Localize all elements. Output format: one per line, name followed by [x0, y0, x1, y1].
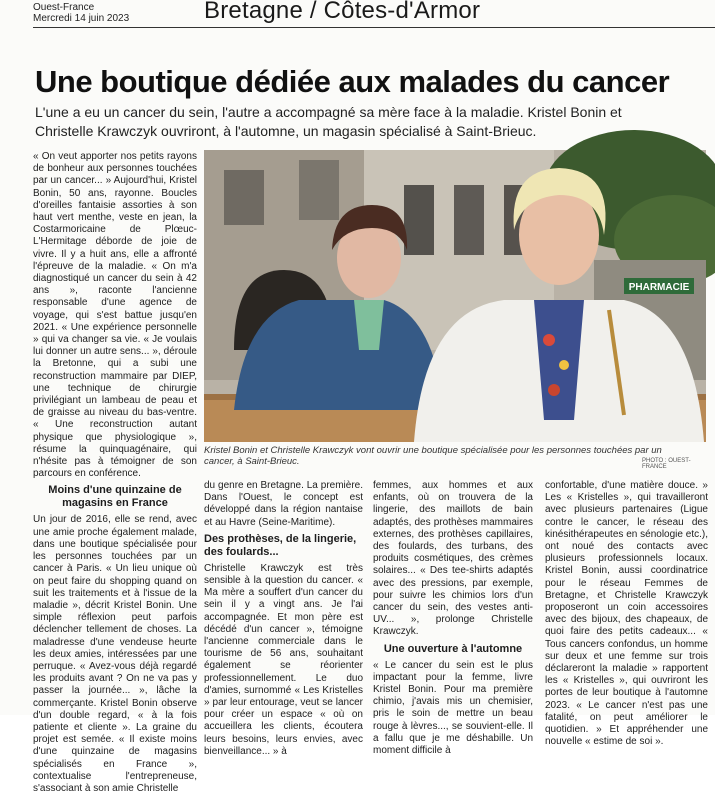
article-standfirst: L'une a eu un cancer du sein, l'autre a accompagné sa mère face à la maladie. Kristel Bonin et Christelle Krawczyk ouvriront, à l'automne, un magasin spécialisé à Saint-Brieuc.	[35, 104, 622, 139]
column-2-paragraph-1: du genre en Bretagne. La première. Dans l'Ouest, le concept est développé dans la région nantaise et au Havre (Seine-Maritime).	[204, 480, 363, 528]
article-column-1	[33, 151, 197, 794]
article-column-2	[204, 480, 363, 757]
column-1-subhead: Moins d'une quinzaine de magasins en France	[48, 484, 182, 510]
paper-name: Ouest-France	[33, 2, 95, 13]
column-3-subhead: Une ouverture à l'automne	[383, 642, 523, 655]
column-2-paragraph-2: Christelle Krawczyk est très sensible à la question du cancer. « Ma mère a souffert d'un cancer du sein il y a vingt ans. Je l'ai accompagnée. Et mon père est décédé d'un cancer », témoigne l'ancienne commerciale dans le tourisme de 56 ans, souhaitant également se réorienter professionnellement. Le duo d'amies, surnommé « Les Kristelles » par leur entourage, veut se lancer pour créer un espace « où on accueillera les clients, écoutera leurs besoins, leurs envies, avec bienveillance... » à	[204, 562, 363, 757]
issue-date: Mercredi 14 juin 2023	[33, 13, 130, 24]
column-2-subhead: Des prothèses, de la lingerie, des foulards...	[204, 532, 357, 558]
photo-caption: Kristel Bonin et Christelle Krawczyk vont ouvrir une boutique spécialisée pour les personnes touchées par un cancer, à Saint-Brieuc.	[204, 445, 662, 467]
column-4-paragraph-1: confortable, d'une matière douce. » Les « Kristelles », qui travailleront avec plusieurs partenaires (Ligue contre le cancer, le réseau des kinésithérapeutes en sénologie etc.), ont noué des contacts avec plusieurs professionnels locaux. Kristel Bonin, aussi coordinatrice pour le réseau Femmes de Bretagne, et Christelle Krawczyk proposeront un coin accessoires avec des bijoux, des chapeaux, de quoi faire des petits cadeaux... « Tous cancers confondus, un homme sur deux et une femme sur trois déclareront la maladie » rapportent les « Kristelles », qui ouvriront les portes de leur boutique à l'automne 2023. « Le cancer n'est pas une fatalité, on peut améliorer le quotidien. » Et appréhender une nouvelle « estime de soi ».	[545, 480, 708, 748]
photo-illustration	[204, 150, 706, 442]
pharmacy-sign: PHARMACIE	[628, 282, 690, 293]
header-rule	[33, 27, 715, 28]
column-1-paragraph-1: « On veut apporter nos petits rayons de bonheur aux personnes touchées par un cancer... » Aujourd'hui, Kristel Bonin, 50 ans, rayonne. Boucles d'oreilles fantaisie assorties à son haut vert menthe, veste en jean, la Costarmoricaine de Plœuc-L'Hermitage déborde de joie de vivre. Il y a huit ans, elle a affronté l'épreuve de la maladie. « On m'a diagnostiqué un cancer du sein à 42 ans », raconte l'ancienne responsable d'une agence de voyage, qui s'est battue jusqu'en 2021. « Une expérience personnelle » qui va changer sa vie. « Je voulais lui donner un autre sens... », déroule la Bretonne, qui a subi une reconstruction mammaire par DIEP, une technique de chirurgie privilégiant un lambeau de peau et de graisse au niveau du bas-ventre. « Une reconstruction autant physique que physiologique », résume la quinquagénaire, qui n'hésite pas à témoigner de son parcours en conférence.	[33, 151, 197, 480]
masthead-info	[33, 2, 129, 24]
article-column-4	[545, 480, 708, 748]
column-1-paragraph-2: Un jour de 2016, elle se rend, avec une amie proche également malade, dans une boutique spécialisée pour les personnes touchées par un cancer à Paris. « Un lieu unique où on peut faire du shopping quand on suit les traitements et à l'issue de la maladie », décrit Kristel Bonin. Une simple réflexion peut parfois déclencher tellement de choses. La maladresse d'une vendeuse heurte les deux amies, intéressées par une perruque. « Avez-vous déjà regardé les produits avant ? On ne va pas y passer la journée... », lâche la commerçante. Kristel Bonin observe d'un double regard, « à la fois patiente et cliente ». La graine du projet est semée. « Il existe moins d'une quinzaine de magasins spécialisés en France », contextualise l'entrepreneuse, s'associant à son amie Christelle	[33, 514, 197, 794]
column-3-paragraph-1: femmes, aux hommes et aux enfants, où on trouvera de la lingerie, des maillots de bain adaptés, des prothèses mammaires externes, des prothèses capillaires, des foulards, des turbans, des produits cosmétiques, des crèmes solaires... « Des tee-shirts adaptés avec des pressions, par exemple, pour suivre les chimios lors d'un cancer du sein, des vestes anti-UV... », prolonge Christelle Krawczyk.	[373, 480, 533, 638]
article-column-3	[373, 480, 533, 757]
column-3-paragraph-2: « Le cancer du sein est le plus impactant pour la femme, livre Kristel Bonin. Pour ma première chimio, j'avais mis un chemisier, pris le soin de mettre un beau rouge à lèvres..., se souvient-elle. Il a fallu que je me déshabille. Un moment difficile à	[373, 659, 533, 757]
article-photo	[204, 150, 706, 442]
article-headline: Une boutique dédiée aux malades du cancer	[35, 64, 670, 99]
photo-credit: PHOTO : OUEST-FRANCE	[642, 458, 691, 470]
section-title: Bretagne / Côtes-d'Armor	[204, 0, 481, 24]
